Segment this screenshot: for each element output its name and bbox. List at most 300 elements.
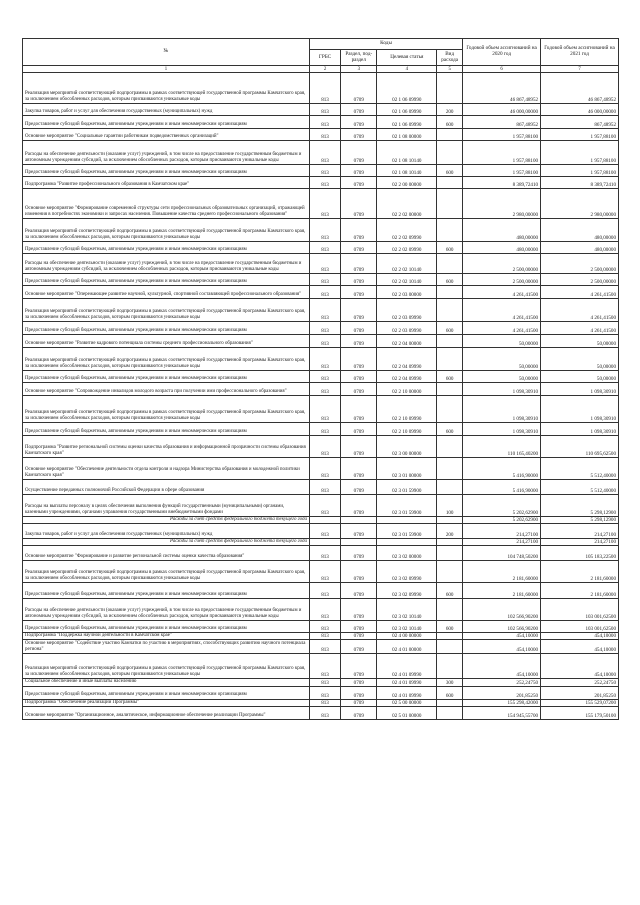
- row-2021: 454,10000: [541, 654, 619, 679]
- table-row: [23, 299, 619, 322]
- row-name: Предоставление субсидий бюджетным, автономным учреждениям и иным некоммерческим организациям: [23, 686, 310, 699]
- row-2021: 1 098,30910: [541, 396, 619, 423]
- row-target: 02 3 02 09990: [377, 561, 437, 583]
- row-grbs: 813: [309, 242, 340, 254]
- table-row: [23, 654, 619, 679]
- row-name: Предоставление субсидий бюджетным, автономным учреждениям и иным некоммерческим организациям: [23, 274, 310, 286]
- row-2020: 5 416,90000: [463, 480, 541, 495]
- table-row: [23, 116, 619, 129]
- row-vid: [437, 546, 463, 561]
- column-number: 5: [437, 66, 463, 73]
- row-vid: [437, 654, 463, 679]
- row-2020: 1 098,30910: [463, 383, 541, 396]
- header-number: №: [23, 39, 310, 66]
- row-target: 02 2 10 09990: [377, 396, 437, 423]
- row-name: Расходы на обеспечение деятельности (оказание услуг) учреждений, в том числе на предоставление государственным бюджетным и автономным учреждениям субсидий, за исключением обособленных расходов, которым присваиваются уникальные коды: [23, 599, 310, 621]
- row-2020: 1 098,30910: [463, 396, 541, 423]
- row-2020: 5 202,62900: [463, 495, 541, 517]
- row-target: 02 3 02 10140: [377, 621, 437, 633]
- row-2021: 1 957,88100: [541, 141, 619, 165]
- row-target: 02 3 02 09990: [377, 583, 437, 599]
- row-target: 02 2 04 00000: [377, 335, 437, 348]
- table-row: [23, 546, 619, 561]
- row-2020: 8 389,72410: [463, 177, 541, 189]
- row-vid: 600: [437, 274, 463, 286]
- row-grbs: 813: [309, 141, 340, 165]
- table-row: [23, 165, 619, 177]
- row-target: 02 3 01 59900: [377, 524, 437, 539]
- row-section: 0709: [341, 621, 377, 633]
- row-vid: [437, 286, 463, 299]
- row-name: Реализация мероприятий соответствующей подпрограммы в рамках соответствующей государственной программы Камчатского края, за исключением обособленных расходов, которым присваиваются уникальные коды: [23, 299, 310, 322]
- table-row: [23, 396, 619, 423]
- table-row: [23, 679, 619, 686]
- table-row: [23, 583, 619, 599]
- row-grbs: 813: [309, 348, 340, 371]
- column-number-row: [23, 66, 619, 73]
- row-2021: 103 001,62500: [541, 621, 619, 633]
- header-volume-2020: Годовой объем ассигнований на 2020 год: [463, 39, 541, 66]
- row-section: 0709: [341, 348, 377, 371]
- row-2021: 252,24750: [541, 679, 619, 686]
- row-grbs: 813: [309, 335, 340, 348]
- row-section: 0709: [341, 383, 377, 396]
- row-target: 02 2 03 00000: [377, 286, 437, 299]
- row-grbs: 813: [309, 73, 340, 104]
- row-section: 0709: [341, 699, 377, 706]
- row-vid: [437, 633, 463, 640]
- row-2020: 50,00000: [463, 371, 541, 383]
- table-row: [23, 104, 619, 116]
- row-2020: 102 566,90200: [463, 599, 541, 621]
- row-name: Закупка товаров, работ и услуг для обеспечения государственных (муниципальных) нужд: [23, 104, 310, 116]
- table-row: [23, 177, 619, 189]
- row-grbs: 813: [309, 686, 340, 699]
- row-2021: 1 957,88100: [541, 165, 619, 177]
- row-grbs: 813: [309, 274, 340, 286]
- table-body: [23, 66, 619, 720]
- row-vid: [437, 699, 463, 706]
- row-section: 0709: [341, 583, 377, 599]
- row-section: 0709: [341, 299, 377, 322]
- row-grbs: 813: [309, 177, 340, 189]
- table-row: [23, 141, 619, 165]
- row-grbs: 813: [309, 699, 340, 706]
- budget-table-page: [22, 38, 619, 886]
- column-number: 6: [463, 66, 541, 73]
- row-section: 0709: [341, 104, 377, 116]
- row-vid: 600: [437, 322, 463, 335]
- table-row: [23, 524, 619, 539]
- row-2020: 50,00000: [463, 335, 541, 348]
- row-grbs: 813: [309, 116, 340, 129]
- row-target: 02 2 00 00000: [377, 177, 437, 189]
- row-grbs: 813: [309, 129, 340, 141]
- row-target: [377, 539, 437, 546]
- row-2021: 1 098,30910: [541, 383, 619, 396]
- header-section: Раздел, под-раздел: [341, 50, 377, 66]
- row-2021: 867,48952: [541, 116, 619, 129]
- row-vid: 600: [437, 242, 463, 254]
- row-name: Социальное обеспечение и иные выплаты населению: [23, 679, 310, 686]
- row-grbs: 813: [309, 583, 340, 599]
- row-target: 02 3 01 00000: [377, 458, 437, 480]
- row-grbs: 813: [309, 104, 340, 116]
- row-target: 02 3 02 00000: [377, 546, 437, 561]
- row-2020: 214,27100: [463, 539, 541, 546]
- table-row: [23, 599, 619, 621]
- table-row: [23, 274, 619, 286]
- budget-table: [22, 38, 619, 720]
- row-target: 02 2 02 10140: [377, 254, 437, 274]
- row-2020: 1 957,88100: [463, 141, 541, 165]
- row-vid: 200: [437, 104, 463, 116]
- table-row: [23, 458, 619, 480]
- row-vid: 200: [437, 524, 463, 539]
- row-2020: 2 980,00000: [463, 189, 541, 219]
- row-name: Реализация мероприятий соответствующей подпрограммы в рамках соответствующей государственной программы Камчатского края, за исключением обособленных расходов, которым присваиваются уникальные коды: [23, 396, 310, 423]
- row-grbs: 813: [309, 640, 340, 654]
- row-2021: 5 298,12900: [541, 517, 619, 524]
- row-grbs: 813: [309, 322, 340, 335]
- table-row: [23, 539, 619, 546]
- row-2021: 50,00000: [541, 348, 619, 371]
- row-2020: 2 500,00000: [463, 254, 541, 274]
- table-row: [23, 633, 619, 640]
- row-vid: [437, 189, 463, 219]
- row-2020: 50,00000: [463, 348, 541, 371]
- row-target: 02 2 03 09990: [377, 322, 437, 335]
- row-target: [377, 517, 437, 524]
- table-row: [23, 348, 619, 371]
- row-target: 02 3 01 59900: [377, 495, 437, 517]
- row-grbs: 813: [309, 423, 340, 436]
- row-2020: 4 261,41500: [463, 322, 541, 335]
- row-vid: [437, 396, 463, 423]
- row-2020: 2 181,60000: [463, 583, 541, 599]
- row-2020: 454,10000: [463, 633, 541, 640]
- row-name: Расходы на обеспечение деятельности (оказание услуг) учреждений, в том числе на предоставление государственным бюджетным и автономным учреждениям субсидий, за исключением обособленных расходов, которым присваиваются уникальные коды: [23, 141, 310, 165]
- row-target: 02 2 04 09990: [377, 371, 437, 383]
- row-2021: 2 500,00000: [541, 274, 619, 286]
- row-grbs: 813: [309, 633, 340, 640]
- row-target: 02 1 06 09990: [377, 73, 437, 104]
- row-vid: [437, 383, 463, 396]
- row-vid: [437, 480, 463, 495]
- header-grbs: ГРБС: [309, 50, 340, 66]
- table-row: [23, 423, 619, 436]
- row-grbs: 813: [309, 219, 340, 242]
- row-2020: 110 165,40200: [463, 436, 541, 458]
- row-name: Основное мероприятие "Социальные гарантии работникам подведомственных организаций": [23, 129, 310, 141]
- row-2020: 1 957,88100: [463, 129, 541, 141]
- table-row: [23, 129, 619, 141]
- row-2020: 867,48952: [463, 116, 541, 129]
- table-row: [23, 242, 619, 254]
- header-target: Целевая статья: [377, 50, 437, 66]
- row-vid: [437, 141, 463, 165]
- row-target: 02 1 08 10140: [377, 141, 437, 165]
- row-name: Основное мероприятие "Содействие участию Камчатки по участию в мероприятиях, способствующих развитию научного потенциала региона": [23, 640, 310, 654]
- row-grbs: 813: [309, 189, 340, 219]
- table-row: [23, 686, 619, 699]
- row-vid: 600: [437, 371, 463, 383]
- table-row: [23, 706, 619, 719]
- row-target: 02 4 01 09990: [377, 679, 437, 686]
- row-section: 0709: [341, 436, 377, 458]
- row-section: 0709: [341, 561, 377, 583]
- row-target: 02 3 01 59900: [377, 480, 437, 495]
- row-2021: 103 001,62500: [541, 599, 619, 621]
- column-number: 7: [541, 66, 619, 73]
- row-section: 0709: [341, 116, 377, 129]
- row-section: 0709: [341, 480, 377, 495]
- row-name: Реализация мероприятий соответствующей подпрограммы в рамках соответствующей государственной программы Камчатского края, за исключением обособленных расходов, которым присваиваются уникальные коды: [23, 73, 310, 104]
- table-row: [23, 561, 619, 583]
- row-target: 02 4 00 00000: [377, 633, 437, 640]
- row-vid: 600: [437, 116, 463, 129]
- row-2021: 110 695,62500: [541, 436, 619, 458]
- table-row: [23, 495, 619, 517]
- row-vid: [437, 254, 463, 274]
- row-section: 0709: [341, 679, 377, 686]
- row-name: Предоставление субсидий бюджетным, автономным учреждениям и иным некоммерческим организациям: [23, 371, 310, 383]
- row-name: Предоставление субсидий бюджетным, автономным учреждениям и иным некоммерческим организациям: [23, 621, 310, 633]
- row-2020: 2 500,00000: [463, 274, 541, 286]
- row-grbs: 813: [309, 299, 340, 322]
- row-2021: 2 500,00000: [541, 254, 619, 274]
- row-section: 0709: [341, 177, 377, 189]
- row-name: Расходы на выплаты персоналу в целях обеспечения выполнения функций государственными (муниципальными) органами, казенными учреждениями, органами управления государственными внебюджетными фондами: [23, 495, 310, 517]
- row-2020: 1 957,88100: [463, 165, 541, 177]
- row-2021: 201,85250: [541, 686, 619, 699]
- row-target: 02 1 08 10140: [377, 165, 437, 177]
- table-row: [23, 436, 619, 458]
- row-target: 02 5 00 00000: [377, 699, 437, 706]
- column-number: 4: [377, 66, 437, 73]
- row-vid: [437, 219, 463, 242]
- row-2020: 454,10000: [463, 640, 541, 654]
- row-grbs: [309, 539, 340, 546]
- row-2021: 1 098,30910: [541, 423, 619, 436]
- row-name: Основное мероприятие "Организационное, аналитическое, информационное обеспечение реализации Программы": [23, 706, 310, 719]
- row-vid: 600: [437, 686, 463, 699]
- table-row: [23, 189, 619, 219]
- row-section: 0709: [341, 706, 377, 719]
- column-number: 2: [309, 66, 340, 73]
- row-section: 0709: [341, 189, 377, 219]
- row-2020: 2 181,60000: [463, 561, 541, 583]
- table-row: [23, 699, 619, 706]
- row-2021: 4 261,41500: [541, 286, 619, 299]
- row-section: 0709: [341, 254, 377, 274]
- row-target: 02 2 02 09990: [377, 242, 437, 254]
- row-target: 02 1 06 09990: [377, 116, 437, 129]
- row-name: Предоставление субсидий бюджетным, автономным учреждениям и иным некоммерческим организациям: [23, 242, 310, 254]
- header-vid: Вид расхода: [437, 50, 463, 66]
- row-section: 0709: [341, 599, 377, 621]
- table-row: [23, 383, 619, 396]
- row-grbs: 813: [309, 546, 340, 561]
- row-vid: [437, 177, 463, 189]
- row-2020: 201,85250: [463, 686, 541, 699]
- row-target: 02 4 01 09990: [377, 654, 437, 679]
- row-name: Основное мероприятие "Формирование и развитие региональной системы оценки качества образования": [23, 546, 310, 561]
- row-2021: 105 183,22500: [541, 546, 619, 561]
- row-section: 0709: [341, 546, 377, 561]
- row-2020: 5 416,90000: [463, 458, 541, 480]
- row-target: 02 2 10 09990: [377, 423, 437, 436]
- row-2021: 454,10000: [541, 640, 619, 654]
- row-target: 02 1 08 00000: [377, 129, 437, 141]
- row-2021: 50,00000: [541, 335, 619, 348]
- row-name: Основное мероприятие "Сопровождение инвалидов молодого возраста при получении ими профессионального образования": [23, 383, 310, 396]
- table-row: [23, 480, 619, 495]
- row-target: 02 2 03 09990: [377, 299, 437, 322]
- row-grbs: 813: [309, 383, 340, 396]
- row-grbs: 813: [309, 654, 340, 679]
- row-grbs: 813: [309, 480, 340, 495]
- table-row: [23, 254, 619, 274]
- row-2021: 5 298,12900: [541, 495, 619, 517]
- row-grbs: [309, 517, 340, 524]
- row-name: Расходы за счет средств федерального бюджета текущего года: [23, 539, 310, 546]
- row-grbs: 813: [309, 524, 340, 539]
- row-2020: 1 098,30910: [463, 423, 541, 436]
- row-2021: 214,27100: [541, 524, 619, 539]
- table-row: [23, 73, 619, 104]
- table-row: [23, 335, 619, 348]
- header-volume-2021: Годовой объем ассигнований на 2021 год: [541, 39, 619, 66]
- row-section: 0709: [341, 141, 377, 165]
- row-name: Предоставление субсидий бюджетным, автономным учреждениям и иным некоммерческим организациям: [23, 116, 310, 129]
- row-target: 02 5 01 00000: [377, 706, 437, 719]
- row-2021: 1 957,88100: [541, 129, 619, 141]
- row-section: 0709: [341, 286, 377, 299]
- row-grbs: 813: [309, 286, 340, 299]
- row-grbs: 813: [309, 396, 340, 423]
- row-section: 0709: [341, 640, 377, 654]
- row-section: 0709: [341, 165, 377, 177]
- row-name: Подпрограмма "Развитие профессионального образования в Камчатском крае": [23, 177, 310, 189]
- row-name: Основное мероприятие "Развитие кадрового потенциала системы среднего профессионального образования": [23, 335, 310, 348]
- row-name: Основное мероприятие "Обеспечение деятельности отдела контроля и надзора Министерства образования и молодежной политики Камчатского края": [23, 458, 310, 480]
- row-vid: 100: [437, 495, 463, 517]
- row-grbs: 813: [309, 458, 340, 480]
- row-vid: 600: [437, 621, 463, 633]
- row-2021: 46 867,48952: [541, 73, 619, 104]
- row-2020: 102 566,90200: [463, 621, 541, 633]
- row-2020: 154 945,55700: [463, 706, 541, 719]
- row-name: Основное мероприятие "Опережающее развитие научной, культурной, спортивной составляющей профессионального образования": [23, 286, 310, 299]
- row-vid: [437, 640, 463, 654]
- row-target: 02 2 04 09990: [377, 348, 437, 371]
- row-vid: [437, 561, 463, 583]
- row-grbs: 813: [309, 599, 340, 621]
- row-name: Предоставление субсидий бюджетным, автономным учреждениям и иным некоммерческим организациям: [23, 583, 310, 599]
- row-grbs: 813: [309, 679, 340, 686]
- row-target: 02 1 06 09990: [377, 104, 437, 116]
- row-name: Закупка товаров, работ и услуг для обеспечения государственных (муниципальных) нужд: [23, 524, 310, 539]
- row-section: 0709: [341, 371, 377, 383]
- table-row: [23, 371, 619, 383]
- row-2020: 46 867,48952: [463, 73, 541, 104]
- row-section: 0709: [341, 495, 377, 517]
- table-row: [23, 322, 619, 335]
- row-section: 0709: [341, 322, 377, 335]
- row-name: Основное мероприятие "Формирование современной структуры сети профессиональных образовательных организаций, отражающей изменения в потребностях экономики и запросах населения. Повышение качества среднего профессионального образования": [23, 189, 310, 219]
- row-2020: 214,27100: [463, 524, 541, 539]
- row-name: Подпрограмма "Обеспечение реализации Программы": [23, 699, 310, 706]
- header-codes: Коды: [309, 39, 462, 50]
- table-row: [23, 517, 619, 524]
- row-2021: 454,10000: [541, 633, 619, 640]
- row-vid: [437, 335, 463, 348]
- row-target: 02 2 02 09990: [377, 219, 437, 242]
- table-row: [23, 286, 619, 299]
- row-2021: 2 980,00000: [541, 189, 619, 219]
- row-vid: 600: [437, 583, 463, 599]
- row-2020: 480,00000: [463, 219, 541, 242]
- row-name: Подпрограмма "Поддержка научной деятельности в Камчатском крае": [23, 633, 310, 640]
- row-2021: 8 389,72410: [541, 177, 619, 189]
- row-vid: 600: [437, 423, 463, 436]
- table-row: [23, 621, 619, 633]
- row-2021: 480,00000: [541, 242, 619, 254]
- row-section: 0709: [341, 654, 377, 679]
- row-grbs: 813: [309, 706, 340, 719]
- row-name: Реализация мероприятий соответствующей подпрограммы в рамках соответствующей государственной программы Камчатского края, за исключением обособленных расходов, которым присваиваются уникальные коды: [23, 348, 310, 371]
- row-2020: 46 000,00000: [463, 104, 541, 116]
- column-number: 3: [341, 66, 377, 73]
- row-vid: 600: [437, 165, 463, 177]
- row-2020: 454,10000: [463, 654, 541, 679]
- row-2021: 5 512,40000: [541, 458, 619, 480]
- row-2021: 2 181,60000: [541, 583, 619, 599]
- row-vid: [437, 73, 463, 104]
- row-2021: 214,27100: [541, 539, 619, 546]
- row-name: Реализация мероприятий соответствующей подпрограммы в рамках соответствующей государственной программы Камчатского края, за исключением обособленных расходов, которым присваиваются уникальные коды: [23, 561, 310, 583]
- row-name: Предоставление субсидий бюджетным, автономным учреждениям и иным некоммерческим организациям: [23, 165, 310, 177]
- row-section: 0709: [341, 274, 377, 286]
- row-2020: 104 748,50200: [463, 546, 541, 561]
- row-2021: 46 000,00000: [541, 104, 619, 116]
- row-2021: 4 261,41500: [541, 322, 619, 335]
- row-section: 0709: [341, 396, 377, 423]
- row-vid: [437, 348, 463, 371]
- row-target: 02 2 02 10140: [377, 274, 437, 286]
- row-name: Предоставление субсидий бюджетным, автономным учреждениям и иным некоммерческим организациям: [23, 322, 310, 335]
- row-grbs: 813: [309, 254, 340, 274]
- row-section: [341, 517, 377, 524]
- row-2020: 252,24750: [463, 679, 541, 686]
- row-grbs: 813: [309, 621, 340, 633]
- row-section: 0709: [341, 219, 377, 242]
- row-vid: [437, 599, 463, 621]
- row-vid: [437, 436, 463, 458]
- row-target: 02 3 00 00000: [377, 436, 437, 458]
- row-grbs: 813: [309, 561, 340, 583]
- row-section: 0709: [341, 129, 377, 141]
- row-grbs: 813: [309, 436, 340, 458]
- row-section: 0709: [341, 633, 377, 640]
- row-name: Подпрограмма "Развитие региональной системы оценки качества образования и информационной прозрачности системы образования Камчатского края": [23, 436, 310, 458]
- row-vid: [437, 517, 463, 524]
- row-2021: 155 179,50100: [541, 706, 619, 719]
- row-vid: 300: [437, 679, 463, 686]
- row-vid: [437, 539, 463, 546]
- row-name: Расходы за счет средств федерального бюджета текущего года: [23, 517, 310, 524]
